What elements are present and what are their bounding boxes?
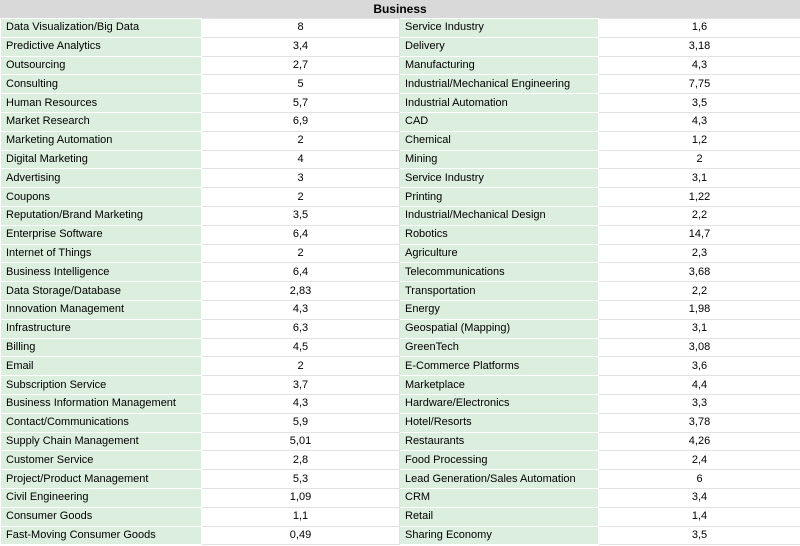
right-value-cell[interactable]: 3,68: [599, 263, 800, 282]
table-row: [1, 225, 800, 244]
table-row: [1, 300, 800, 319]
table-row: [1, 206, 800, 225]
table-row: [1, 282, 800, 301]
right-category-cell[interactable]: Delivery: [400, 37, 599, 56]
left-category-cell[interactable]: Market Research: [1, 112, 202, 131]
left-category-cell[interactable]: Business Information Management: [1, 394, 202, 413]
left-value-cell[interactable]: 2,7: [202, 56, 400, 75]
left-value-cell[interactable]: 2: [202, 188, 400, 207]
right-value-cell[interactable]: 3,4: [599, 488, 800, 507]
right-category-cell[interactable]: Service Industry: [400, 169, 599, 188]
left-category-cell[interactable]: Fast-Moving Consumer Goods: [1, 526, 202, 545]
left-category-cell[interactable]: Contact/Communications: [1, 413, 202, 432]
left-category-cell[interactable]: Enterprise Software: [1, 225, 202, 244]
left-value-cell[interactable]: 3: [202, 169, 400, 188]
right-category-cell[interactable]: Energy: [400, 300, 599, 319]
right-category-cell[interactable]: Printing: [400, 188, 599, 207]
table-row: [1, 94, 800, 113]
right-value-cell[interactable]: 2,2: [599, 206, 800, 225]
right-category-cell[interactable]: Transportation: [400, 282, 599, 301]
left-category-cell[interactable]: Infrastructure: [1, 319, 202, 338]
table-row: [1, 56, 800, 75]
left-value-cell[interactable]: 5,7: [202, 94, 400, 113]
table-row: [1, 188, 800, 207]
left-value-cell[interactable]: 4: [202, 150, 400, 169]
right-category-cell[interactable]: Food Processing: [400, 451, 599, 470]
left-value-cell[interactable]: 5,3: [202, 470, 400, 489]
right-category-cell[interactable]: Lead Generation/Sales Automation: [400, 470, 599, 489]
right-category-cell[interactable]: Industrial/Mechanical Design: [400, 206, 599, 225]
right-value-cell[interactable]: 3,5: [599, 526, 800, 545]
right-value-cell[interactable]: 1,2: [599, 131, 800, 150]
right-category-cell[interactable]: Retail: [400, 507, 599, 526]
left-category-cell[interactable]: Email: [1, 357, 202, 376]
right-value-cell[interactable]: 3,18: [599, 37, 800, 56]
right-value-cell[interactable]: 3,08: [599, 338, 800, 357]
table-row: [1, 131, 800, 150]
left-value-cell[interactable]: 2: [202, 357, 400, 376]
right-value-cell[interactable]: 14,7: [599, 225, 800, 244]
table-row: [1, 526, 800, 545]
left-category-cell[interactable]: Internet of Things: [1, 244, 202, 263]
left-value-cell[interactable]: 2,83: [202, 282, 400, 301]
right-value-cell[interactable]: 4,26: [599, 432, 800, 451]
right-category-cell[interactable]: Robotics: [400, 225, 599, 244]
right-category-cell[interactable]: Restaurants: [400, 432, 599, 451]
right-category-cell[interactable]: Industrial Automation: [400, 94, 599, 113]
right-category-cell[interactable]: Manufacturing: [400, 56, 599, 75]
left-category-cell[interactable]: Project/Product Management: [1, 470, 202, 489]
left-category-cell[interactable]: Human Resources: [1, 94, 202, 113]
left-category-cell[interactable]: Data Storage/Database: [1, 282, 202, 301]
left-category-cell[interactable]: Digital Marketing: [1, 150, 202, 169]
left-value-cell[interactable]: 5,01: [202, 432, 400, 451]
left-value-cell[interactable]: 4,3: [202, 300, 400, 319]
left-value-cell[interactable]: 3,4: [202, 37, 400, 56]
left-category-cell[interactable]: Consulting: [1, 75, 202, 94]
right-value-cell[interactable]: 2,3: [599, 244, 800, 263]
table-row: [1, 169, 800, 188]
left-value-cell[interactable]: 2: [202, 244, 400, 263]
table-row: [1, 451, 800, 470]
left-value-cell[interactable]: 4,5: [202, 338, 400, 357]
left-category-cell[interactable]: Customer Service: [1, 451, 202, 470]
left-category-cell[interactable]: Business Intelligence: [1, 263, 202, 282]
business-table: [0, 18, 800, 545]
right-category-cell[interactable]: E-Commerce Platforms: [400, 357, 599, 376]
table-row: [1, 319, 800, 338]
right-category-cell[interactable]: Service Industry: [400, 19, 599, 38]
right-value-cell[interactable]: 2,2: [599, 282, 800, 301]
right-value-cell[interactable]: 1,6: [599, 19, 800, 38]
right-category-cell[interactable]: Geospatial (Mapping): [400, 319, 599, 338]
table-row: [1, 244, 800, 263]
left-category-cell[interactable]: Billing: [1, 338, 202, 357]
left-category-cell[interactable]: Reputation/Brand Marketing: [1, 206, 202, 225]
left-category-cell[interactable]: Marketing Automation: [1, 131, 202, 150]
left-value-cell[interactable]: 0,49: [202, 526, 400, 545]
right-value-cell[interactable]: 2,4: [599, 451, 800, 470]
table-row: [1, 470, 800, 489]
left-value-cell[interactable]: 8: [202, 19, 400, 38]
left-category-cell[interactable]: Coupons: [1, 188, 202, 207]
left-value-cell[interactable]: 5,9: [202, 413, 400, 432]
right-category-cell[interactable]: CRM: [400, 488, 599, 507]
left-value-cell[interactable]: 6,9: [202, 112, 400, 131]
right-value-cell[interactable]: 6: [599, 470, 800, 489]
table-row: [1, 75, 800, 94]
table-row: [1, 112, 800, 131]
right-value-cell[interactable]: 3,3: [599, 394, 800, 413]
left-value-cell[interactable]: 1,1: [202, 507, 400, 526]
left-category-cell[interactable]: Data Visualization/Big Data: [1, 19, 202, 38]
right-category-cell[interactable]: Chemical: [400, 131, 599, 150]
sheet-title: Business: [0, 0, 800, 19]
right-value-cell[interactable]: 3,6: [599, 357, 800, 376]
left-category-cell[interactable]: Outsourcing: [1, 56, 202, 75]
left-value-cell[interactable]: 3,5: [202, 206, 400, 225]
right-category-cell[interactable]: Sharing Economy: [400, 526, 599, 545]
right-value-cell[interactable]: 2: [599, 150, 800, 169]
left-value-cell[interactable]: 1,09: [202, 488, 400, 507]
left-category-cell[interactable]: Advertising: [1, 169, 202, 188]
right-value-cell[interactable]: 1,22: [599, 188, 800, 207]
right-value-cell[interactable]: 7,75: [599, 75, 800, 94]
right-category-cell[interactable]: CAD: [400, 112, 599, 131]
table-row: [1, 394, 800, 413]
right-value-cell[interactable]: 1,98: [599, 300, 800, 319]
left-value-cell[interactable]: 6,4: [202, 225, 400, 244]
right-category-cell[interactable]: Telecommunications: [400, 263, 599, 282]
table-row: [1, 488, 800, 507]
right-value-cell[interactable]: 1,4: [599, 507, 800, 526]
left-category-cell[interactable]: Innovation Management: [1, 300, 202, 319]
left-category-cell[interactable]: Civil Engineering: [1, 488, 202, 507]
left-value-cell[interactable]: 2,8: [202, 451, 400, 470]
right-category-cell[interactable]: Mining: [400, 150, 599, 169]
left-category-cell[interactable]: Supply Chain Management: [1, 432, 202, 451]
right-category-cell[interactable]: GreenTech: [400, 338, 599, 357]
right-category-cell[interactable]: Hardware/Electronics: [400, 394, 599, 413]
right-category-cell[interactable]: Industrial/Mechanical Engineering: [400, 75, 599, 94]
right-value-cell[interactable]: 3,1: [599, 169, 800, 188]
right-value-cell[interactable]: 3,1: [599, 319, 800, 338]
left-value-cell[interactable]: 5: [202, 75, 400, 94]
right-value-cell[interactable]: 4,3: [599, 56, 800, 75]
left-category-cell[interactable]: Consumer Goods: [1, 507, 202, 526]
right-category-cell[interactable]: Hotel/Resorts: [400, 413, 599, 432]
left-category-cell[interactable]: Subscription Service: [1, 376, 202, 395]
table-row: [1, 357, 800, 376]
table-row: [1, 150, 800, 169]
left-value-cell[interactable]: 2: [202, 131, 400, 150]
table-row: [1, 432, 800, 451]
right-value-cell[interactable]: 3,78: [599, 413, 800, 432]
table-row: [1, 19, 800, 38]
table-row: [1, 507, 800, 526]
left-value-cell[interactable]: 6,3: [202, 319, 400, 338]
left-category-cell[interactable]: Predictive Analytics: [1, 37, 202, 56]
right-category-cell[interactable]: Agriculture: [400, 244, 599, 263]
table-row: [1, 263, 800, 282]
right-value-cell[interactable]: 3,5: [599, 94, 800, 113]
table-row: [1, 376, 800, 395]
table-row: [1, 37, 800, 56]
left-value-cell[interactable]: 6,4: [202, 263, 400, 282]
left-value-cell[interactable]: 4,3: [202, 394, 400, 413]
table-row: [1, 413, 800, 432]
right-value-cell[interactable]: 4,3: [599, 112, 800, 131]
right-category-cell[interactable]: Marketplace: [400, 376, 599, 395]
left-value-cell[interactable]: 3,7: [202, 376, 400, 395]
table-row: [1, 338, 800, 357]
right-value-cell[interactable]: 4,4: [599, 376, 800, 395]
